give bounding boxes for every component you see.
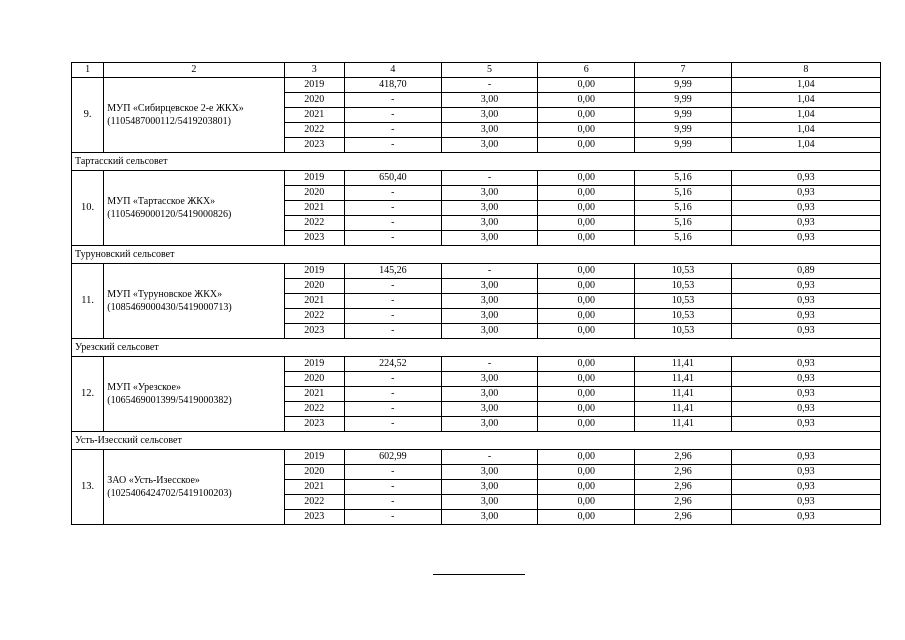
row-number: 13. <box>72 450 104 525</box>
year-cell: 2023 <box>284 138 344 153</box>
value-cell: - <box>345 402 442 417</box>
footer-separator-line <box>433 574 525 575</box>
value-cell: 0,93 <box>731 186 880 201</box>
organization-cell <box>104 171 284 246</box>
value-cell: 0,93 <box>731 495 880 510</box>
value-cell: 0,00 <box>538 264 635 279</box>
value-cell: 10,53 <box>635 309 732 324</box>
value-cell: 0,00 <box>538 372 635 387</box>
year-cell: 2023 <box>284 324 344 339</box>
value-cell: 1,04 <box>731 123 880 138</box>
header-cell: 4 <box>345 63 442 78</box>
value-cell: - <box>345 138 442 153</box>
organization-cell <box>104 78 284 153</box>
value-cell: 0,00 <box>538 294 635 309</box>
value-cell: 10,53 <box>635 264 732 279</box>
value-cell: - <box>345 324 442 339</box>
value-cell: 3,00 <box>441 93 538 108</box>
section-title: Тартасский сельсовет <box>72 153 881 171</box>
value-cell: 0,00 <box>538 123 635 138</box>
value-cell: 3,00 <box>441 510 538 525</box>
value-cell: 0,93 <box>731 294 880 309</box>
table-row <box>72 357 881 372</box>
value-cell: - <box>345 495 442 510</box>
value-cell: 650,40 <box>345 171 442 186</box>
value-cell: - <box>345 279 442 294</box>
table-row <box>72 264 881 279</box>
value-cell: - <box>345 417 442 432</box>
year-cell: 2019 <box>284 450 344 465</box>
value-cell: - <box>345 231 442 246</box>
value-cell: 0,00 <box>538 465 635 480</box>
value-cell: 0,89 <box>731 264 880 279</box>
year-cell: 2021 <box>284 294 344 309</box>
value-cell: 5,16 <box>635 186 732 201</box>
value-cell: 5,16 <box>635 231 732 246</box>
row-number: 11. <box>72 264 104 339</box>
value-cell: 2,96 <box>635 450 732 465</box>
value-cell: 2,96 <box>635 480 732 495</box>
table-row <box>72 171 881 186</box>
value-cell: 3,00 <box>441 231 538 246</box>
value-cell: 2,96 <box>635 495 732 510</box>
year-cell: 2020 <box>284 279 344 294</box>
value-cell: 11,41 <box>635 417 732 432</box>
year-cell: 2020 <box>284 93 344 108</box>
year-cell: 2021 <box>284 480 344 495</box>
value-cell: 0,00 <box>538 108 635 123</box>
value-cell: 0,93 <box>731 324 880 339</box>
value-cell: 602,99 <box>345 450 442 465</box>
value-cell: 11,41 <box>635 402 732 417</box>
value-cell: - <box>345 372 442 387</box>
table-row <box>72 450 881 465</box>
header-cell: 5 <box>441 63 538 78</box>
value-cell: 0,00 <box>538 171 635 186</box>
value-cell: 0,00 <box>538 402 635 417</box>
value-cell: 3,00 <box>441 309 538 324</box>
year-cell: 2019 <box>284 357 344 372</box>
value-cell: 0,93 <box>731 309 880 324</box>
header-row <box>72 63 881 78</box>
value-cell: 418,70 <box>345 78 442 93</box>
value-cell: 1,04 <box>731 138 880 153</box>
value-cell: 3,00 <box>441 495 538 510</box>
value-cell: 0,93 <box>731 201 880 216</box>
organization-cell <box>104 264 284 339</box>
value-cell: 11,41 <box>635 387 732 402</box>
value-cell: - <box>441 78 538 93</box>
year-cell: 2023 <box>284 417 344 432</box>
organization-cell <box>104 450 284 525</box>
value-cell: 0,93 <box>731 417 880 432</box>
value-cell: 1,04 <box>731 108 880 123</box>
section-row <box>72 339 881 357</box>
value-cell: 3,00 <box>441 294 538 309</box>
value-cell: - <box>345 309 442 324</box>
value-cell: 3,00 <box>441 201 538 216</box>
section-title: Урезский сельсовет <box>72 339 881 357</box>
value-cell: - <box>345 186 442 201</box>
year-cell: 2021 <box>284 108 344 123</box>
value-cell: - <box>441 171 538 186</box>
value-cell: 0,00 <box>538 279 635 294</box>
year-cell: 2022 <box>284 402 344 417</box>
value-cell: 3,00 <box>441 138 538 153</box>
value-cell: 5,16 <box>635 201 732 216</box>
value-cell: 3,00 <box>441 372 538 387</box>
value-cell: 5,16 <box>635 216 732 231</box>
row-number: 9. <box>72 78 104 153</box>
value-cell: 0,93 <box>731 480 880 495</box>
year-cell: 2020 <box>284 186 344 201</box>
year-cell: 2019 <box>284 171 344 186</box>
value-cell: 3,00 <box>441 216 538 231</box>
value-cell: 3,00 <box>441 123 538 138</box>
value-cell: 9,99 <box>635 78 732 93</box>
value-cell: 0,00 <box>538 309 635 324</box>
value-cell: 9,99 <box>635 138 732 153</box>
value-cell: 0,93 <box>731 387 880 402</box>
value-cell: - <box>441 450 538 465</box>
value-cell: - <box>345 387 442 402</box>
organization-code: (1085469000430/5419000713) <box>107 302 232 313</box>
value-cell: - <box>345 123 442 138</box>
value-cell: 0,93 <box>731 465 880 480</box>
value-cell: - <box>345 294 442 309</box>
value-cell: - <box>345 216 442 231</box>
year-cell: 2023 <box>284 510 344 525</box>
value-cell: 9,99 <box>635 123 732 138</box>
value-cell: 3,00 <box>441 402 538 417</box>
value-cell: 0,00 <box>538 357 635 372</box>
value-cell: 3,00 <box>441 324 538 339</box>
value-cell: 0,00 <box>538 93 635 108</box>
year-cell: 2022 <box>284 309 344 324</box>
value-cell: 0,00 <box>538 480 635 495</box>
header-cell: 3 <box>284 63 344 78</box>
section-title: Усть-Изесский сельсовет <box>72 432 881 450</box>
value-cell: 0,93 <box>731 510 880 525</box>
section-row <box>72 432 881 450</box>
value-cell: 145,26 <box>345 264 442 279</box>
value-cell: 0,93 <box>731 231 880 246</box>
year-cell: 2020 <box>284 465 344 480</box>
value-cell: 0,00 <box>538 510 635 525</box>
year-cell: 2021 <box>284 201 344 216</box>
value-cell: 10,53 <box>635 294 732 309</box>
value-cell: - <box>345 480 442 495</box>
value-cell: - <box>345 465 442 480</box>
section-title: Туруновский сельсовет <box>72 246 881 264</box>
organization-code: (1065469001399/5419000382) <box>107 395 232 406</box>
organization-code: (1105469000120/5419000826) <box>107 209 232 220</box>
organization-name: МУП «Тартасское ЖКХ» <box>107 196 216 207</box>
value-cell: 1,04 <box>731 93 880 108</box>
value-cell: 3,00 <box>441 417 538 432</box>
organization-name: МУП «Сибирцевское 2-е ЖКХ» <box>107 103 244 114</box>
value-cell: 3,00 <box>441 108 538 123</box>
value-cell: - <box>441 357 538 372</box>
value-cell: 10,53 <box>635 324 732 339</box>
value-cell: 3,00 <box>441 279 538 294</box>
value-cell: 0,93 <box>731 372 880 387</box>
value-cell: 10,53 <box>635 279 732 294</box>
value-cell: 3,00 <box>441 186 538 201</box>
value-cell: - <box>345 108 442 123</box>
value-cell: 0,00 <box>538 78 635 93</box>
value-cell: 0,00 <box>538 495 635 510</box>
organization-name: МУП «Туруновское ЖКХ» <box>107 289 223 300</box>
value-cell: 0,00 <box>538 216 635 231</box>
value-cell: 0,00 <box>538 231 635 246</box>
year-cell: 2019 <box>284 78 344 93</box>
value-cell: 0,00 <box>538 417 635 432</box>
row-number: 10. <box>72 171 104 246</box>
value-cell: 0,93 <box>731 450 880 465</box>
organization-name: ЗАО «Усть-Изесское» <box>107 475 200 486</box>
header-cell: 8 <box>731 63 880 78</box>
value-cell: 3,00 <box>441 465 538 480</box>
year-cell: 2023 <box>284 231 344 246</box>
value-cell: 0,00 <box>538 138 635 153</box>
header-cell: 7 <box>635 63 732 78</box>
value-cell: 2,96 <box>635 510 732 525</box>
year-cell: 2022 <box>284 495 344 510</box>
organization-code: (1025406424702/5419100203) <box>107 488 232 499</box>
value-cell: 0,93 <box>731 402 880 417</box>
year-cell: 2022 <box>284 123 344 138</box>
value-cell: - <box>345 93 442 108</box>
value-cell: 0,00 <box>538 201 635 216</box>
value-cell: 11,41 <box>635 372 732 387</box>
header-cell: 6 <box>538 63 635 78</box>
value-cell: 3,00 <box>441 387 538 402</box>
section-row <box>72 153 881 171</box>
value-cell: 9,99 <box>635 108 732 123</box>
value-cell: 0,00 <box>538 387 635 402</box>
header-cell: 1 <box>72 63 104 78</box>
row-number: 12. <box>72 357 104 432</box>
value-cell: 3,00 <box>441 480 538 495</box>
year-cell: 2022 <box>284 216 344 231</box>
value-cell: 0,93 <box>731 357 880 372</box>
value-cell: 1,04 <box>731 78 880 93</box>
organization-code: (1105487000112/5419203801) <box>107 116 231 127</box>
value-cell: 0,00 <box>538 450 635 465</box>
value-cell: 2,96 <box>635 465 732 480</box>
header-cell: 2 <box>104 63 284 78</box>
table-row <box>72 78 881 93</box>
value-cell: 0,93 <box>731 216 880 231</box>
value-cell: 9,99 <box>635 93 732 108</box>
table-body <box>72 63 881 525</box>
value-cell: 224,52 <box>345 357 442 372</box>
tariff-table <box>71 62 881 525</box>
value-cell: 0,00 <box>538 186 635 201</box>
year-cell: 2020 <box>284 372 344 387</box>
value-cell: 0,93 <box>731 279 880 294</box>
value-cell: - <box>345 510 442 525</box>
value-cell: - <box>345 201 442 216</box>
value-cell: 11,41 <box>635 357 732 372</box>
organization-name: МУП «Урезское» <box>107 382 181 393</box>
value-cell: - <box>441 264 538 279</box>
value-cell: 5,16 <box>635 171 732 186</box>
value-cell: 0,93 <box>731 171 880 186</box>
value-cell: 0,00 <box>538 324 635 339</box>
year-cell: 2021 <box>284 387 344 402</box>
organization-cell <box>104 357 284 432</box>
section-row <box>72 246 881 264</box>
year-cell: 2019 <box>284 264 344 279</box>
